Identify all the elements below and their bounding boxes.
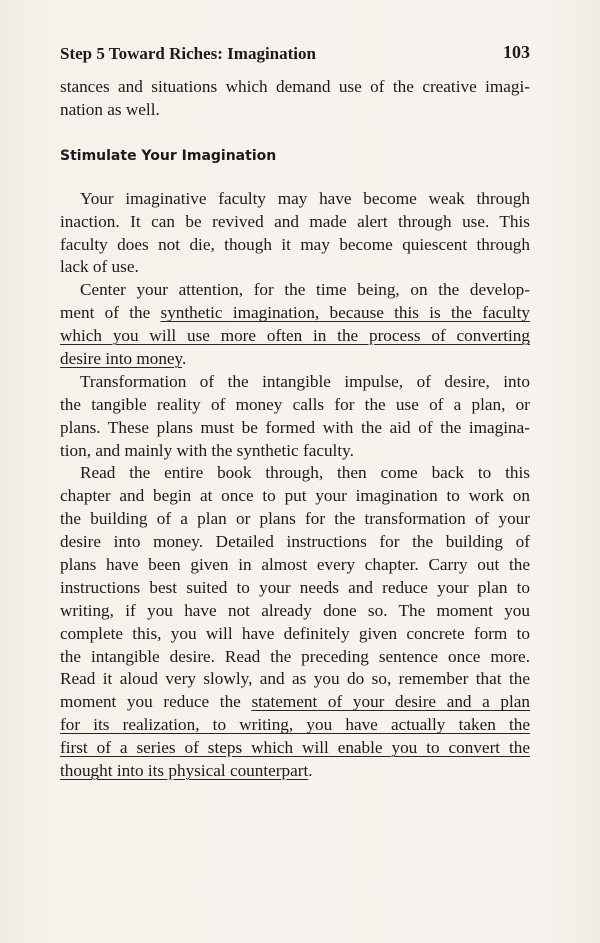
text-line: plans. These plans must be formed with the aid of the imagina- [60, 417, 530, 437]
text-line: tion, and mainly with the synthetic faculty. [60, 440, 354, 460]
text-line: plans have been given in almost every chapter. Carry out the [60, 555, 530, 575]
underlined-text: for its realization, to writing, you have actually taken the [60, 715, 530, 735]
text-line [60, 714, 530, 737]
text-line: desire into money. Detailed instructions for the building of [60, 532, 530, 552]
text-line: Read the entire book through, then come back to this [80, 463, 530, 483]
paragraph-1 [60, 188, 530, 280]
text-line: the intangible desire. Read the preceding sentence once more. [60, 646, 530, 666]
paragraph-2 [60, 279, 530, 371]
underlined-text: desire into money [60, 349, 183, 369]
section-heading: Stimulate Your Imagination [60, 147, 277, 164]
paragraph-4 [60, 462, 530, 782]
text-line: inaction. It can be revived and made alert through use. This [60, 211, 530, 231]
text-line: chapter and begin at once to put your imagination to work on [60, 486, 530, 506]
text-line [60, 302, 530, 325]
running-header [60, 44, 530, 68]
text-line: Transformation of the intangible impulse, of desire, into [80, 371, 530, 391]
text-line: nation as well. [60, 99, 160, 119]
text-line: Center your attention, for the time being, on the develop- [80, 280, 530, 300]
text-line: Read it aloud very slowly, and as you do so, remember that the [60, 669, 530, 689]
text-line: writing, if you have not already done so. The moment you [60, 600, 530, 620]
underlined-text: first of a series of steps which will enable you to convert the [60, 738, 530, 758]
text-line: Your imaginative faculty may have become weak through [80, 188, 530, 208]
text-line [60, 737, 530, 760]
underlined-text: statement of your desire and a plan [251, 692, 530, 712]
underlined-text: synthetic imagination, because this is the faculty [160, 303, 530, 323]
text-line: complete this, you will have definitely given concrete form to [60, 623, 530, 643]
text-fragment: ment of the [60, 303, 161, 323]
text-fragment: . [308, 761, 313, 781]
text-line [60, 325, 530, 348]
text-line: the tangible reality of money calls for the use of a plan, or [60, 394, 530, 414]
text-line [60, 760, 530, 783]
text-line [60, 348, 530, 371]
text-line: instructions best suited to your needs and reduce your plan to [60, 577, 530, 597]
text-line [60, 691, 530, 714]
underlined-text: thought into its physical counterpart [60, 761, 309, 781]
text-line: lack of use. [60, 257, 139, 277]
text-line: faculty does not die, though it may become quiescent through [60, 234, 530, 254]
page-body [60, 76, 530, 783]
text-line: the building of a plan or plans for the transformation of your [60, 509, 530, 529]
text-fragment: moment you reduce the [60, 692, 252, 712]
page-number: 103 [503, 42, 530, 62]
underlined-text: which you will use more often in the process of converting [60, 326, 530, 346]
text-line: stances and situations which demand use of the creative imagi- [60, 77, 530, 96]
text-fragment: . [182, 349, 187, 369]
chapter-title: Step 5 Toward Riches: Imagination [60, 44, 316, 63]
paragraph-3 [60, 371, 530, 463]
